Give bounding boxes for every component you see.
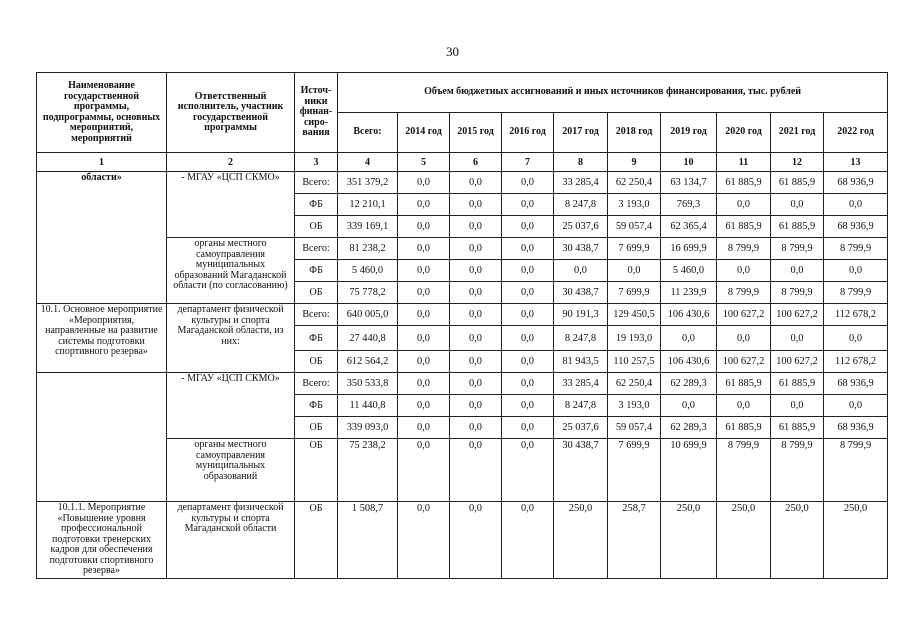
funding-source-cell: ФБ [295,395,338,417]
year-value-cell: 0,0 [717,260,771,282]
year-value-cell: 68 936,9 [824,216,888,238]
year-value-cell: 90 191,3 [554,304,608,326]
year-value-cell: 0,0 [502,502,554,579]
year-value-cell: 0,0 [771,194,824,216]
year-value-cell: 0,0 [450,439,502,502]
year-value-cell: 0,0 [398,417,450,439]
year-value-cell: 25 037,6 [554,417,608,439]
year-value-cell: 250,0 [554,502,608,579]
funding-source-cell: Всего: [295,238,338,260]
column-index-row [37,153,888,172]
year-value-cell: 0,0 [398,260,450,282]
year-value-cell: 11 239,9 [661,282,717,304]
executor-cell: департамент физической культуры и спорта Магаданской области, из них: [167,304,295,373]
year-value-cell: 0,0 [398,439,450,502]
year-value-cell: 0,0 [398,373,450,395]
year-value-cell: 0,0 [502,282,554,304]
executor-cell: - МГАУ «ЦСП СКМО» [167,172,295,238]
year-value-cell: 0,0 [398,238,450,260]
year-value-cell: 59 057,4 [608,216,661,238]
funding-source-cell: ОБ [295,502,338,579]
year-value-cell: 8 799,9 [717,238,771,260]
header-year: 2016 год [502,113,554,153]
year-value-cell: 100 627,2 [771,304,824,326]
year-value-cell: 0,0 [398,282,450,304]
funding-source-cell: ОБ [295,439,338,502]
year-value-cell: 33 285,4 [554,172,608,194]
year-value-cell: 0,0 [771,260,824,282]
total-value-cell: 640 005,0 [338,304,398,326]
year-value-cell: 0,0 [398,216,450,238]
year-value-cell: 0,0 [502,439,554,502]
page-number: 30 [446,44,459,59]
funding-source-cell: ФБ [295,326,338,351]
year-value-cell: 112 678,2 [824,351,888,373]
year-value-cell: 19 193,0 [608,326,661,351]
funding-source-cell: ОБ [295,216,338,238]
year-value-cell: 61 885,9 [771,417,824,439]
year-value-cell: 0,0 [450,373,502,395]
year-value-cell: 0,0 [554,260,608,282]
year-value-cell: 0,0 [502,304,554,326]
executor-cell: департамент физической культуры и спорта Магаданской области [167,502,295,579]
year-value-cell: 68 936,9 [824,373,888,395]
year-value-cell: 0,0 [661,326,717,351]
year-value-cell: 8 799,9 [717,282,771,304]
year-value-cell: 0,0 [398,351,450,373]
funding-source-cell: ОБ [295,417,338,439]
year-value-cell: 0,0 [502,351,554,373]
table-row [37,304,888,326]
year-value-cell: 8 799,9 [824,282,888,304]
total-value-cell: 11 440,8 [338,395,398,417]
header-total: Всего: [338,113,398,153]
year-value-cell: 8 799,9 [717,439,771,502]
year-value-cell: 61 885,9 [771,172,824,194]
column-index: 13 [824,153,888,172]
year-value-cell: 8 799,9 [771,282,824,304]
year-value-cell: 0,0 [824,260,888,282]
year-value-cell: 62 250,4 [608,172,661,194]
year-value-cell: 16 699,9 [661,238,717,260]
year-value-cell: 0,0 [771,395,824,417]
funding-source-cell: Всего: [295,304,338,326]
year-value-cell: 61 885,9 [717,216,771,238]
year-value-cell: 0,0 [450,304,502,326]
year-value-cell: 0,0 [450,417,502,439]
program-name-cell [37,373,167,502]
total-value-cell: 27 440,8 [338,326,398,351]
year-value-cell: 0,0 [398,194,450,216]
year-value-cell: 0,0 [824,395,888,417]
year-value-cell: 0,0 [824,194,888,216]
year-value-cell: 8 799,9 [771,238,824,260]
total-value-cell: 339 093,0 [338,417,398,439]
year-value-cell: 250,0 [771,502,824,579]
year-value-cell: 0,0 [502,194,554,216]
year-value-cell: 61 885,9 [717,417,771,439]
program-name-cell: области» [37,172,167,304]
year-value-cell: 8 799,9 [771,439,824,502]
funding-source-cell: ФБ [295,194,338,216]
year-value-cell: 0,0 [502,172,554,194]
year-value-cell: 59 057,4 [608,417,661,439]
year-value-cell: 8 799,9 [824,238,888,260]
year-value-cell: 0,0 [450,282,502,304]
total-value-cell: 350 533,8 [338,373,398,395]
year-value-cell: 8 247,8 [554,395,608,417]
year-value-cell: 61 885,9 [771,216,824,238]
year-value-cell: 250,0 [824,502,888,579]
year-value-cell: 5 460,0 [661,260,717,282]
year-value-cell: 106 430,6 [661,304,717,326]
year-value-cell: 7 699,9 [608,439,661,502]
year-value-cell: 0,0 [717,326,771,351]
year-value-cell: 0,0 [450,238,502,260]
year-value-cell: 8 799,9 [824,439,888,502]
header-year: 2021 год [771,113,824,153]
year-value-cell: 0,0 [450,395,502,417]
budget-table [36,72,888,579]
year-value-cell: 769,3 [661,194,717,216]
year-value-cell: 0,0 [608,260,661,282]
year-value-cell: 100 627,2 [717,304,771,326]
header-year: 2019 год [661,113,717,153]
year-value-cell: 25 037,6 [554,216,608,238]
total-value-cell: 351 379,2 [338,172,398,194]
program-name-cell: 10.1. Основное мероприятие «Мероприятия, направленные на развитие системы подготовки спортивного резерва» [37,304,167,373]
year-value-cell: 30 438,7 [554,238,608,260]
year-value-cell: 100 627,2 [717,351,771,373]
year-value-cell: 0,0 [502,260,554,282]
column-index: 4 [338,153,398,172]
column-index: 11 [717,153,771,172]
year-value-cell: 258,7 [608,502,661,579]
column-index: 5 [398,153,450,172]
year-value-cell: 68 936,9 [824,417,888,439]
year-value-cell: 81 943,5 [554,351,608,373]
year-value-cell: 62 289,3 [661,417,717,439]
executor-cell: органы местного самоуправления муниципальных образований Магаданской области (по согласованию) [167,238,295,304]
column-index: 6 [450,153,502,172]
funding-source-cell: Всего: [295,172,338,194]
year-value-cell: 0,0 [771,326,824,351]
year-value-cell: 0,0 [502,395,554,417]
year-value-cell: 110 257,5 [608,351,661,373]
column-index: 1 [37,153,167,172]
year-value-cell: 30 438,7 [554,282,608,304]
column-index: 12 [771,153,824,172]
year-value-cell: 10 699,9 [661,439,717,502]
year-value-cell: 0,0 [398,172,450,194]
year-value-cell: 62 289,3 [661,373,717,395]
year-value-cell: 0,0 [502,216,554,238]
year-value-cell: 0,0 [398,326,450,351]
year-value-cell: 0,0 [450,260,502,282]
year-value-cell: 0,0 [661,395,717,417]
year-value-cell: 0,0 [450,216,502,238]
year-value-cell: 61 885,9 [771,373,824,395]
year-value-cell: 0,0 [450,326,502,351]
column-index: 10 [661,153,717,172]
year-value-cell: 61 885,9 [717,172,771,194]
funding-source-cell: Всего: [295,373,338,395]
year-value-cell: 0,0 [502,326,554,351]
year-value-cell: 61 885,9 [717,373,771,395]
year-value-cell: 68 936,9 [824,172,888,194]
funding-source-cell: ОБ [295,282,338,304]
year-value-cell: 8 247,8 [554,194,608,216]
total-value-cell: 339 169,1 [338,216,398,238]
year-value-cell: 0,0 [398,304,450,326]
column-index: 2 [167,153,295,172]
column-index: 7 [502,153,554,172]
total-value-cell: 5 460,0 [338,260,398,282]
year-value-cell: 129 450,5 [608,304,661,326]
year-value-cell: 0,0 [398,395,450,417]
year-value-cell: 0,0 [450,502,502,579]
year-value-cell: 7 699,9 [608,282,661,304]
year-value-cell: 0,0 [450,172,502,194]
year-value-cell: 0,0 [717,194,771,216]
total-value-cell: 612 564,2 [338,351,398,373]
executor-cell: органы местного самоуправления муниципальных образований [167,439,295,502]
year-value-cell: 3 193,0 [608,194,661,216]
header-year: 2022 год [824,113,888,153]
header-year: 2018 год [608,113,661,153]
year-value-cell: 30 438,7 [554,439,608,502]
column-index: 8 [554,153,608,172]
year-value-cell: 0,0 [450,351,502,373]
table-row [37,172,888,194]
total-value-cell: 12 210,1 [338,194,398,216]
year-value-cell: 0,0 [824,326,888,351]
total-value-cell: 81 238,2 [338,238,398,260]
header-year: 2015 год [450,113,502,153]
funding-source-cell: ФБ [295,260,338,282]
total-value-cell: 75 778,2 [338,282,398,304]
table-row [37,502,888,579]
year-value-cell: 0,0 [502,238,554,260]
header-year: 2017 год [554,113,608,153]
executor-cell: - МГАУ «ЦСП СКМО» [167,373,295,439]
column-index: 9 [608,153,661,172]
total-value-cell: 1 508,7 [338,502,398,579]
program-name-cell: 10.1.1. Мероприятие «Повышение уровня профессиональной подготовки тренерских кадров для обеспечения подготовки спортивного резерва» [37,502,167,579]
year-value-cell: 250,0 [661,502,717,579]
header-executor: Ответственный исполнитель, участник государственной программы [167,73,295,153]
header-year: 2020 год [717,113,771,153]
funding-source-cell: ОБ [295,351,338,373]
year-value-cell: 0,0 [398,502,450,579]
year-value-cell: 62 250,4 [608,373,661,395]
year-value-cell: 7 699,9 [608,238,661,260]
header-source: Источ-ники финан-сиро-вания [295,73,338,153]
year-value-cell: 33 285,4 [554,373,608,395]
year-value-cell: 106 430,6 [661,351,717,373]
year-value-cell: 8 247,8 [554,326,608,351]
year-value-cell: 3 193,0 [608,395,661,417]
year-value-cell: 250,0 [717,502,771,579]
year-value-cell: 112 678,2 [824,304,888,326]
total-value-cell: 75 238,2 [338,439,398,502]
year-value-cell: 0,0 [717,395,771,417]
table-row [37,373,888,395]
header-volume: Объем бюджетных ассигнований и иных источников финансирования, тыс. рублей [338,73,888,113]
year-value-cell: 0,0 [502,373,554,395]
header-name: Наименование государственной программы, подпрограммы, основных мероприятий, мероприятий [37,73,167,153]
column-index: 3 [295,153,338,172]
year-value-cell: 62 365,4 [661,216,717,238]
year-value-cell: 0,0 [450,194,502,216]
header-year: 2014 год [398,113,450,153]
year-value-cell: 0,0 [502,417,554,439]
year-value-cell: 63 134,7 [661,172,717,194]
year-value-cell: 100 627,2 [771,351,824,373]
